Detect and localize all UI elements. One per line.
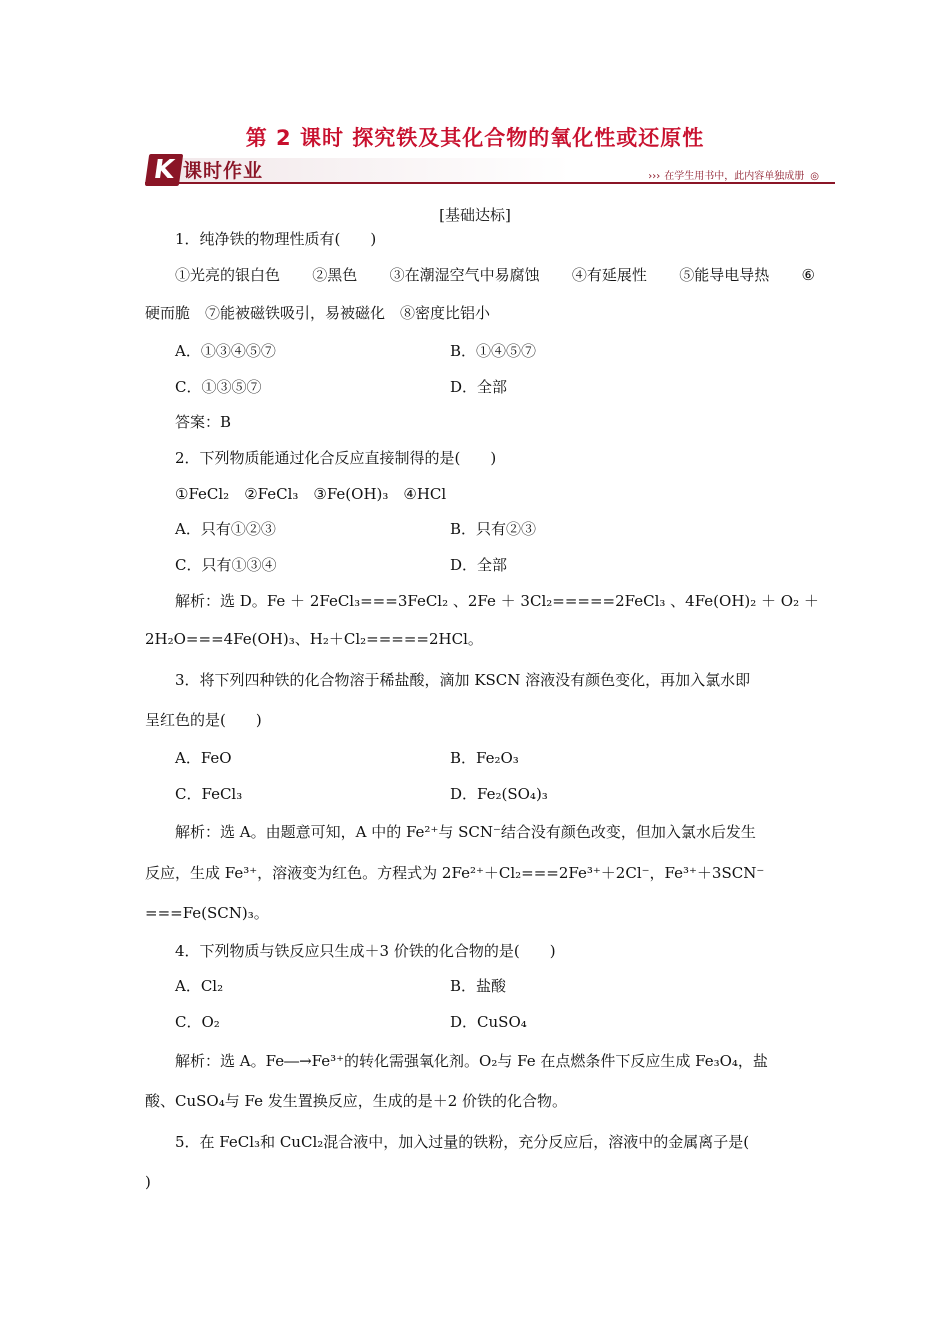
question-4-stem: 4．下列物质与铁反应只生成＋3 价铁的化合物的是( ) xyxy=(175,941,556,960)
question-3-stem: 3．将下列四种铁的化合物溶于稀盐酸，滴加 KSCN 溶液没有颜色变化，再加入氯水即 xyxy=(175,670,751,689)
question-2-items: ①FeCl₂ ②FeCl₃ ③Fe(OH)₃ ④HCl xyxy=(175,484,447,503)
chevron-right-icon: ››› xyxy=(648,171,661,182)
option-a: A．FeO xyxy=(175,748,232,767)
question-1-answer: 答案：B xyxy=(175,413,232,432)
question-2-analysis xyxy=(145,584,819,620)
question-4-options-ab xyxy=(145,969,815,1005)
question-5-stem: 5．在 FeCl₃和 CuCl₂混合液中，加入过量的铁粉，充分反应后，溶液中的金属离子是( xyxy=(175,1132,750,1151)
option-b: B．盐酸 xyxy=(450,977,507,996)
question-2-analysis-cont: 2H₂O===4Fe(OH)₃、H₂＋Cl₂=====2HCl。 xyxy=(145,630,483,649)
option-d: D．全部 xyxy=(450,556,508,574)
item: ④有延展性 xyxy=(571,265,647,284)
question-2-stem: 2．下列物质能通过化合反应直接制得的是( ) xyxy=(175,448,497,467)
homework-banner xyxy=(145,152,835,188)
option-d: D．全部 xyxy=(450,377,508,396)
analysis-part: 选 D。 xyxy=(220,591,267,610)
question-1-options-ab xyxy=(145,334,815,370)
question-3-options-cd xyxy=(145,777,815,813)
option-c: C．O₂ xyxy=(175,1013,220,1032)
question-1-stem: 1．纯净铁的物理性质有( ) xyxy=(175,230,377,248)
analysis-part: 4Fe(OH)₂ ＋ O₂ ＋ xyxy=(685,591,819,610)
option-c: C．①③⑤⑦ xyxy=(175,377,262,396)
banner-note xyxy=(648,167,819,182)
option-d: D．Fe₂(SO₄)₃ xyxy=(450,784,548,803)
circle-dot-icon: ◎ xyxy=(810,171,819,182)
item: ⑤能导电导热 xyxy=(679,265,770,284)
page-title: 第 2 课时 探究铁及其化合物的氧化性或还原性 xyxy=(245,126,705,150)
analysis-part: Fe ＋ 2FeCl₃===3FeCl₂ 、 xyxy=(266,591,468,610)
option-c: C．只有①③④ xyxy=(175,556,277,574)
question-3-analysis-cont: 反应，生成 Fe³⁺，溶液变为红色。方程式为 2Fe²⁺＋Cl₂===2Fe³⁺＋2Cl⁻，Fe³⁺＋3SCN⁻ xyxy=(145,863,765,882)
k-logo-icon: K xyxy=(145,154,183,186)
item: ⑥ xyxy=(801,265,815,284)
option-b: B．Fe₂O₃ xyxy=(450,748,519,767)
question-2-options-ab xyxy=(145,512,815,548)
option-b: B．①④⑤⑦ xyxy=(450,341,537,360)
question-4-analysis-cont: 酸、CuSO₄与 Fe 发生置换反应，生成的是＋2 价铁的化合物。 xyxy=(145,1092,568,1111)
question-4-options-cd xyxy=(145,1005,815,1041)
option-b: B．只有②③ xyxy=(450,520,537,539)
banner-title: 课时作业 xyxy=(183,160,264,182)
question-1-items-cont: 硬而脆 ⑦能被磁铁吸引，易被磁化 ⑧密度比铝小 xyxy=(145,304,491,323)
question-list xyxy=(145,222,819,1203)
option-a: A．Cl₂ xyxy=(175,977,224,996)
question-3-options-ab xyxy=(145,741,815,777)
question-1-options-cd xyxy=(145,370,815,406)
option-a: A．①③④⑤⑦ xyxy=(175,341,276,360)
question-5-stem-cont: ) xyxy=(145,1173,151,1192)
item: ③在潮湿空气中易腐蚀 xyxy=(389,265,540,284)
option-c: C．FeCl₃ xyxy=(175,784,243,803)
item: ①光亮的银白色 xyxy=(175,265,281,284)
question-1-items xyxy=(145,258,815,294)
question-3-analysis: 解析：选 A。由题意可知，A 中的 Fe²⁺与 SCN⁻结合没有颜色改变，但加入氯水后发生 xyxy=(175,823,756,842)
analysis-part: 解析： xyxy=(175,591,221,610)
question-4-analysis: 解析：选 A。Fe―→Fe³⁺的转化需强氧化剂。O₂与 Fe 在点燃条件下反应生成 Fe₃O₄，盐 xyxy=(175,1051,768,1070)
section-heading: [基础达标] xyxy=(439,206,511,224)
item: ②黑色 xyxy=(312,265,358,284)
option-d: D．CuSO₄ xyxy=(450,1013,527,1032)
question-2-options-cd xyxy=(145,548,815,584)
analysis-part: 2Fe ＋ 3Cl₂=====2FeCl₃ 、 xyxy=(467,591,686,610)
question-3-analysis-end: ===Fe(SCN)₃。 xyxy=(145,904,269,923)
banner-note-text: 在学生用书中，此内容单独成册 xyxy=(664,171,805,182)
option-a: A．只有①②③ xyxy=(175,520,276,539)
question-3-stem-cont: 呈红色的是( ) xyxy=(145,711,262,730)
